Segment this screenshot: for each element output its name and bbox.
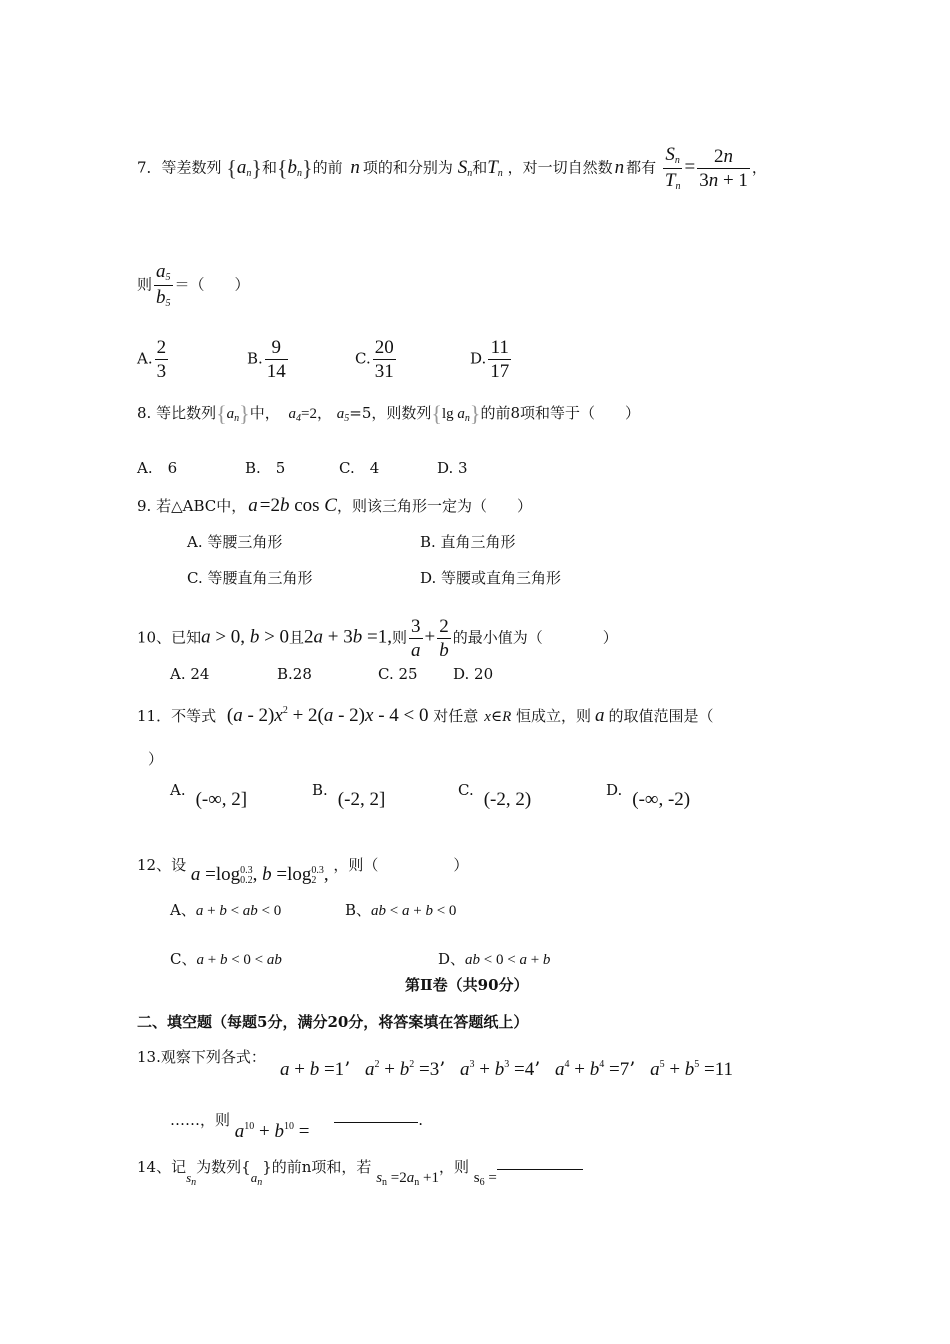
- question-11-option-b: B. (-2, 2]: [312, 781, 386, 810]
- question-10: 10、已知a > 0, b > 0且2a + 3b =1,则 $\frac{3}{a}$ + $\frac{2}{b}$ 的最小值为（ ）: [137, 616, 618, 661]
- question-11-close-paren: ）: [148, 750, 164, 768]
- question-12-option-d: D、ab < 0 < a + b: [438, 950, 551, 968]
- question-8-option-d: D. 3: [437, 459, 468, 477]
- question-10-option-b: B.28: [277, 665, 312, 683]
- question-13-answer-blank[interactable]: [334, 1121, 418, 1123]
- question-12: 12、设 a =log 0.3 0.2 , b =log 0.3 2 , ，则（ ）: [137, 856, 469, 886]
- question-13-expressions: a + b =1’ $a^2 + b^2 =3$’ $a^3 + b^3 =4$’ $a^4 + b^4 =7$’ $a^5 + b^5 =11$: [280, 1058, 734, 1080]
- question-9-option-d: D. 等腰或直角三角形: [420, 569, 562, 587]
- question-7: 7．等差数列 $\{a_n\}$和$\{b_n\}$的前 n 项的和分别为 $S_n$和$T_n$ ，对一切自然数 n 都有 $\frac{S_n}{T_n}$ = $\frac{2n}{3n + 1}$ ，: [137, 144, 767, 192]
- question-9-option-b: B. 直角三角形: [420, 533, 516, 551]
- question-10-option-d: D. 20: [453, 665, 494, 683]
- question-14: 14、记$s_n$为数列$\{a_n\}$的前n项和，若 $s_n =2a_n +1$，则 $s_6$ =: [137, 1160, 583, 1178]
- question-11-option-c: C. (-2, 2): [458, 781, 532, 810]
- question-12-option-b: B、ab < a + b < 0: [345, 901, 457, 919]
- question-11: 11．不等式 $(a - 2)x^2 + 2(a - 2)x - 4 < 0$ 对任意 x∈R 恒成立，则 a 的取值范围是（: [137, 705, 714, 726]
- section-2-title: 第Ⅱ卷（共90分）: [405, 976, 529, 994]
- question-13-label: 13.观察下列各式：: [137, 1048, 266, 1066]
- question-8-option-b: B. 5: [245, 459, 286, 477]
- question-9: 9. 若△ABC中， a =2b cos C，则该三角形一定为（ ）: [137, 495, 532, 516]
- question-13-ask: ……，则 $a^{10} + b^{10}$ = .: [170, 1111, 424, 1142]
- question-10-option-a: A. 24: [170, 665, 210, 683]
- question-11-option-d: D. (-∞, -2): [606, 781, 691, 810]
- section-2-heading: 二、填空题（每题5分，满分20分，将答案填在答题纸上）: [137, 1013, 529, 1031]
- question-7-option-c: C. $\frac{20}{31}$: [355, 337, 394, 382]
- question-9-option-c: C. 等腰直角三角形: [187, 569, 313, 587]
- question-8: 8. 等比数列$\{a_n\}$中， $a_4=2$， $a_5=5$，则数列{lg $a_n$}的前8项和等于（ ）: [137, 401, 640, 426]
- question-7-option-a: A. $\frac{2}{3}$: [137, 337, 167, 382]
- question-7-option-b: B. $\frac{9}{14}$: [247, 337, 286, 382]
- question-12-option-c: C、a + b < 0 < ab: [170, 950, 282, 968]
- question-10-option-c: C. 25: [378, 665, 418, 683]
- question-14-answer-blank[interactable]: [497, 1168, 583, 1170]
- question-12-option-a: A、a + b < ab < 0: [170, 901, 282, 919]
- question-11-option-a: A. (-∞, 2]: [170, 781, 248, 810]
- question-7-ask: 则 $\frac{a_5}{b_5}$ ＝（ ）: [137, 261, 250, 309]
- question-8-option-c: C. 4: [339, 459, 380, 477]
- question-7-option-d: D. $\frac{11}{17}$: [470, 337, 510, 382]
- question-8-option-a: A. 6: [137, 459, 178, 477]
- question-9-option-a: A. 等腰三角形: [187, 533, 283, 551]
